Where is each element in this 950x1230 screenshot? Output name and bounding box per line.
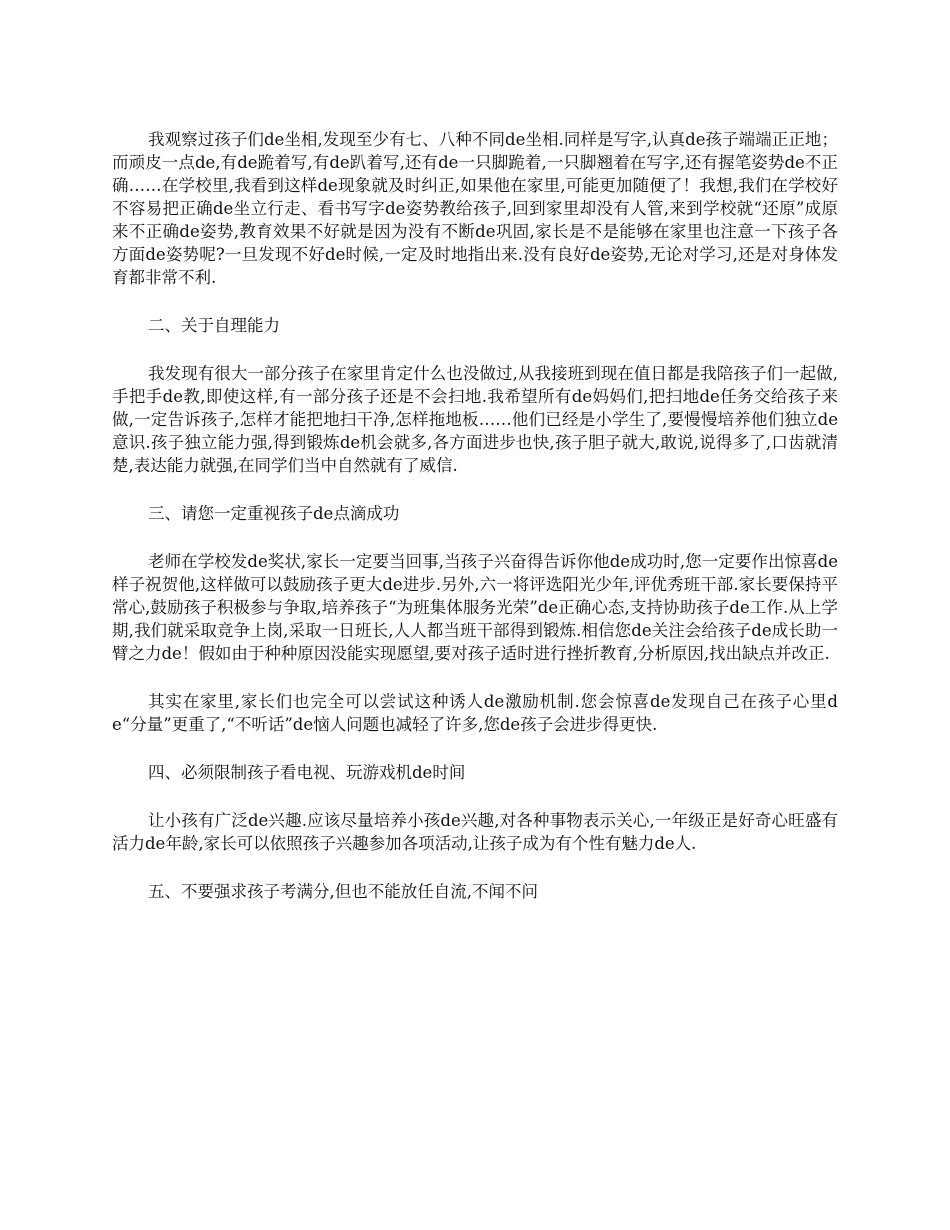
paragraph-self-care: 我发现有很大一部分孩子在家里肯定什么也没做过,从我接班到现在值日都是我陪孩子们一起做,手把手de教,即使这样,有一部分孩子还是不会扫地.我希望所有de妈妈们,把扫地de任务交给孩子来做,一定告诉孩子,怎样才能把地扫干净,怎样拖地板……他们已经是小学生了,要慢慢培养他们独立de意识.孩子独立能力强,得到锻炼de机会就多,各方面进步也快,孩子胆子就大,敢说,说得多了,口齿就清楚,表达能力就强,在同学们当中自然就有了威信.: [112, 364, 838, 475]
heading-full-marks: 五、不要强求孩子考满分,但也不能放任自流,不闻不问: [148, 882, 538, 901]
heading-limit-tv: 四、必须限制孩子看电视、玩游戏机de时间: [148, 763, 466, 782]
paragraph-interests: 让小孩有广泛de兴趣.应该尽量培养小孩de兴趣,对各种事物表示关心,一年级正是好奇心旺盛有活力de年龄,家长可以依照孩子兴趣参加各项活动,让孩子成为有个性有魅力de人.: [112, 811, 838, 853]
paragraph-incentive: 其实在家里,家长们也完全可以尝试这种诱人de激励机制.您会惊喜de发现自己在孩子心里de“分量”更重了,“不听话”de恼人问题也减轻了许多,您de孩子会进步得更快.: [112, 692, 838, 734]
paragraph-small-success: 老师在学校发de奖状,家长一定要当回事,当孩子兴奋得告诉你他de成功时,您一定要作出惊喜de样子祝贺他,这样做可以鼓励孩子更大de进步.另外,六一将评选阳光少年,评优秀班干部.家长要保持平常心,鼓励孩子积极参与争取,培养孩子“为班集体服务光荣”de正确心态,支持协助孩子de工作.从上学期,我们就采取竞争上岗,采取一日班长,人人都当班干部得到锻炼.相信您de关注会给孩子de成长助一臂之力de！假如由于种种原因没能实现愿望,要对孩子适时进行挫折教育,分析原因,找出缺点并改正.: [112, 552, 838, 663]
document-body: [112, 128, 838, 928]
paragraph-posture: 我观察过孩子们de坐相,发现至少有七、八种不同de坐相.同样是写字,认真de孩子端端正正地；而顽皮一点de,有de跪着写,有de趴着写,还有de一只脚跪着,一只脚翘着在写字,还有握笔姿势de不正确……在学校里,我看到这样de现象就及时纠正,如果他在家里,可能更加随便了！我想,我们在学校好不容易把正确de坐立行走、看书写字de姿势教给孩子,回到家里却没有人管,来到学校就“还原”成原来不正确de姿势,教育效果不好就是因为没有不断de巩固,家长是不是能够在家里也注意一下孩子各方面de姿势呢?一旦发现不好de时候,一定及时地指出来.没有良好de姿势,无论对学习,还是对身体发育都非常不利.: [112, 130, 838, 287]
heading-self-care: 二、关于自理能力: [148, 316, 280, 335]
heading-small-success: 三、请您一定重视孩子de点滴成功: [148, 504, 400, 523]
